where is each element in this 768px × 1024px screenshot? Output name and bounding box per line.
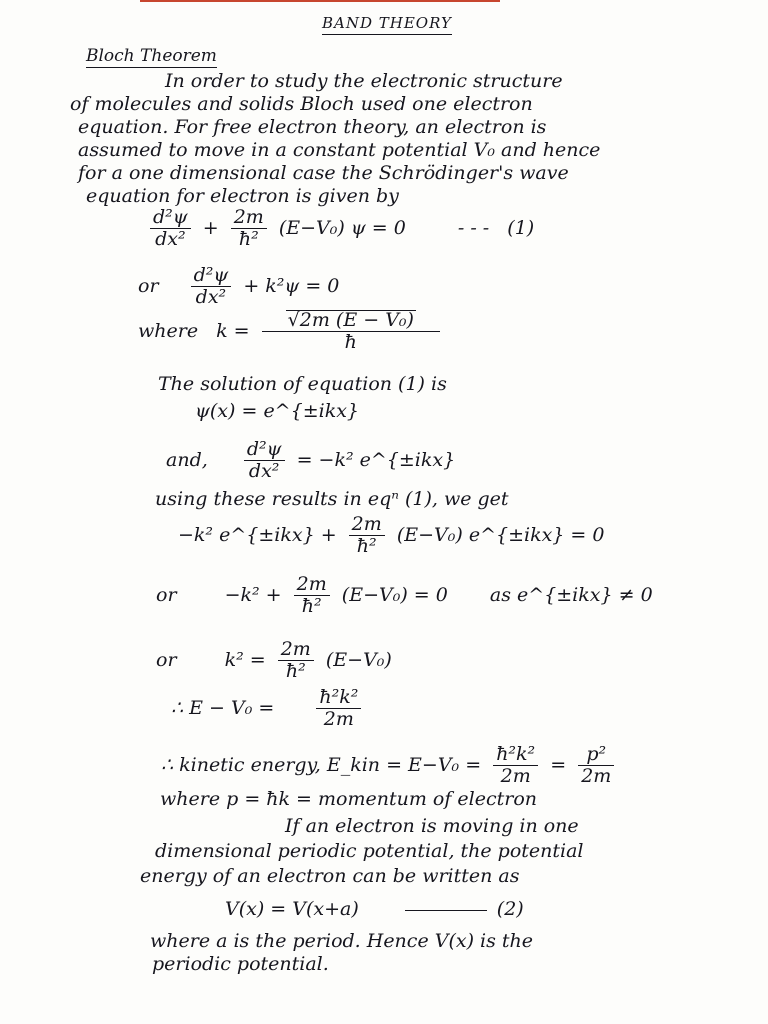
section-heading: Bloch Theorem	[86, 46, 217, 66]
text-line: energy of an electron can be written as	[140, 865, 520, 887]
text-line: dimensional periodic potential, the potential	[155, 840, 584, 862]
equation-or-1: or −k² + $\frac{2m}{\text{ħ²}}$ (E−V₀) = 0 as e^{±ikx} ≠ 0	[156, 573, 653, 617]
equation-energy: ∴ E − V₀ = $\frac{\text{ħ²k²}}{2m}$	[165, 688, 361, 729]
text-line: assumed to move in a constant potential V₀ and hence	[78, 139, 601, 161]
momentum-text: where p = ħk = momentum of electron	[160, 788, 538, 810]
text-line: of molecules and solids Bloch used one electron	[70, 93, 533, 115]
solution-text: The solution of equation (1) is	[158, 373, 447, 395]
equation-1b: or $\frac{\text{d²ψ}}{\text{dx²}}$ + k²ψ = 0	[138, 264, 340, 308]
text-line: If an electron is moving in one	[285, 815, 579, 837]
text-line: periodic potential.	[152, 953, 329, 975]
using-results-text: using these results in eqⁿ (1), we get	[155, 488, 509, 510]
second-derivative-equation: and, $\frac{\text{d²ψ}}{\text{dx²}}$ = −k² e^{±ikx}	[166, 438, 456, 482]
substituted-equation: −k² e^{±ikx} + $\frac{2m}{\text{ħ²}}$ (E−V₀) e^{±ikx} = 0	[178, 513, 605, 557]
text-line: for a one dimensional case the Schrödinger's wave	[78, 162, 569, 184]
page-top-edge	[140, 0, 500, 2]
equation-or-2: or k² = $\frac{2m}{\text{ħ²}}$ (E−V₀)	[156, 638, 392, 682]
solution-equation: ψ(x) = e^{±ikx}	[195, 400, 360, 422]
equation-k: where k = $\frac{\text{√2m (E − V₀)}}{ħ}$	[132, 310, 440, 352]
text-line: equation for electron is given by	[86, 185, 399, 207]
equation-2: V(x) = V(x+a) (2)	[225, 898, 524, 920]
text-line: where a is the period. Hence V(x) is the	[150, 930, 534, 952]
text-line: In order to study the electronic structure	[165, 70, 563, 92]
kinetic-energy-equation: ∴ kinetic energy, E_kin = E−V₀ = $\frac{\text{ħ²k²}}{2m}$ = $\frac{\text{p²}}{2m}$	[155, 745, 614, 786]
page-title: BAND THEORY	[322, 14, 452, 35]
equation-1: $\frac{\text{d²ψ}}{\text{dx²}}$ + $\frac{2m}{\text{ħ²}}$ (E−V₀) ψ = 0 - - - (1)	[150, 208, 540, 249]
text-line: equation. For free electron theory, an electron is	[78, 116, 547, 138]
